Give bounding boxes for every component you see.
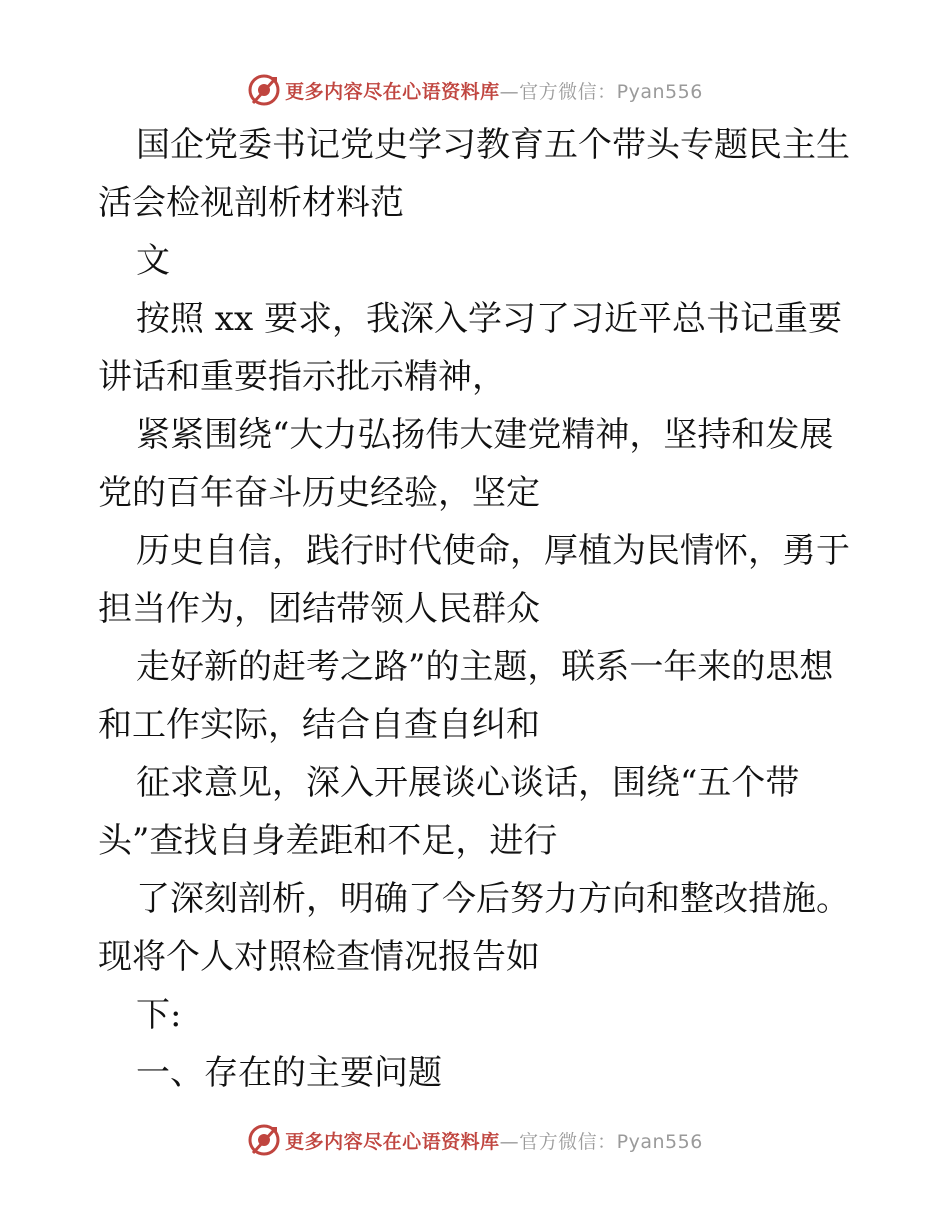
document-line: 现将个人对照检查情况报告如	[98, 937, 540, 977]
document-line: 活会检视剖析材料范	[98, 183, 404, 223]
footer-watermark	[0, 1120, 950, 1160]
document-line: 走好新的赶考之路”的主题，联系一年来的思想	[136, 647, 834, 687]
document-line: 历史自信，践行时代使命，厚植为民情怀，勇于	[136, 531, 850, 571]
watermark-contact: 官方微信：Pyan556	[519, 80, 703, 103]
document-line: 头”查找自身差距和不足，进行	[98, 821, 558, 861]
document-body	[98, 116, 858, 1102]
watermark-separator: —	[499, 80, 520, 103]
document-line: 按照 xx 要求，我深入学习了习近平总书记重要	[136, 299, 842, 339]
quill-logo-icon	[247, 73, 281, 107]
document-line: 国企党委书记党史学习教育五个带头专题民主生	[136, 125, 850, 165]
document-line: 担当作为，团结带领人民群众	[98, 589, 540, 629]
document-line: 下:	[136, 995, 182, 1035]
document-line: 文	[136, 241, 170, 281]
document-line: 了深刻剖析，明确了今后努力方向和整改措施。	[136, 879, 850, 919]
watermark-separator: —	[499, 1130, 520, 1153]
header-watermark	[0, 70, 950, 110]
document-line: 和工作实际，结合自查自纠和	[98, 705, 540, 745]
watermark-brand: 更多内容尽在心语资料库	[285, 80, 500, 103]
document-line: 紧紧围绕“大力弘扬伟大建党精神，坚持和发展	[136, 415, 834, 455]
watermark-text	[285, 77, 703, 104]
quill-logo-icon	[247, 1123, 281, 1157]
document-line: 征求意见，深入开展谈心谈话，围绕“五个带	[136, 763, 800, 803]
section-heading: 一、存在的主要问题	[136, 1053, 442, 1093]
watermark-text	[285, 1127, 703, 1154]
document-line: 党的百年奋斗历史经验，坚定	[98, 473, 540, 513]
document-line: 讲话和重要指示批示精神，	[98, 357, 506, 397]
watermark-contact: 官方微信：Pyan556	[519, 1130, 703, 1153]
watermark-brand: 更多内容尽在心语资料库	[285, 1130, 500, 1153]
